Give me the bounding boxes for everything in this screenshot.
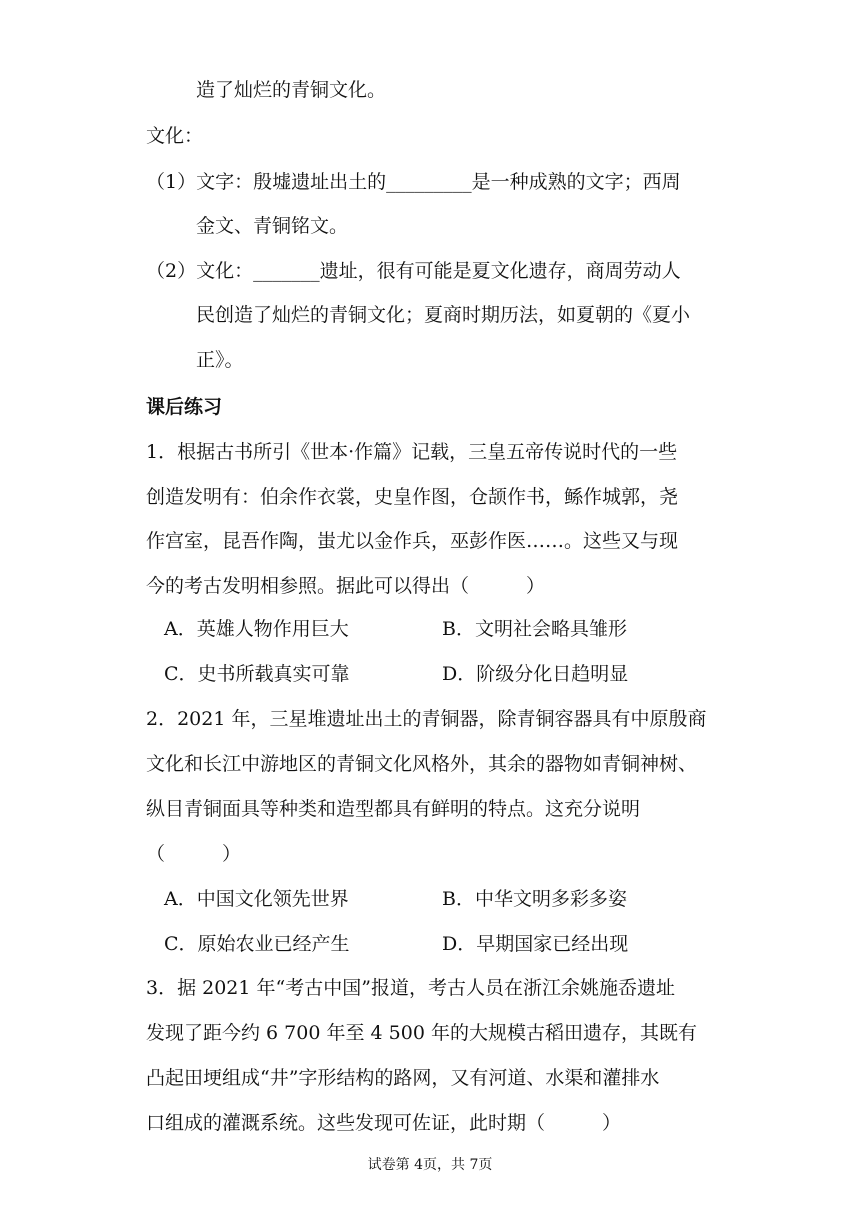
item1-line2: 金文、青铜铭文。 (196, 215, 349, 237)
q3-line: 3．据 2021 年“考古中国”报道，考古人员在浙江余姚施岙遗址 (146, 977, 675, 999)
q2-option-d: D．早期国家已经出现 (442, 933, 629, 955)
q1-line: 创造发明有：伯余作衣裳，史皇作图，仓颉作书，鲧作城郭，尧 (146, 486, 679, 508)
item2-line1: （2）文化：_______遗址，很有可能是夏文化遗存，商周劳动人 (146, 260, 681, 282)
q2-option-b: B．中华文明多彩多姿 (442, 888, 627, 910)
q2-line: 纵目青铜面具等种类和造型都具有鲜明的特点。这充分说明 (146, 798, 641, 820)
continued-text: 造了灿烂的青铜文化。 (196, 79, 387, 101)
q1-option-b: B．文明社会略具雏形 (442, 618, 627, 640)
q1-option-c: C．史书所载真实可靠 (164, 663, 350, 685)
q1-line: 作宫室，昆吾作陶，蚩尤以金作兵，巫彭作医……。这些又与现 (146, 530, 679, 552)
q3-line: 凸起田埂组成“井”字形结构的路网，又有河道、水渠和灌排水 (146, 1067, 660, 1089)
q2-line: 2．2021 年，三星堆遗址出土的青铜器，除青铜容器具有中原殷商 (146, 708, 707, 730)
q3-line: 发现了距今约 6 700 年至 4 500 年的大规模古稻田遗存，其既有 (146, 1022, 697, 1044)
exercises-heading: 课后练习 (146, 396, 223, 418)
page-footer: 试卷第 4页，共 7页 (367, 1157, 493, 1173)
culture-heading: 文化： (146, 125, 204, 147)
q2-option-c: C．原始农业已经产生 (164, 933, 350, 955)
q1-line: 今的考古发明相参照。据此可以得出（ ） (146, 575, 546, 597)
q3-line: 口组成的灌溉系统。这些发现可佐证，此时期（ ） (146, 1112, 622, 1134)
q1-option-a: A．英雄人物作用巨大 (164, 618, 349, 640)
q2-line: （ ） (146, 843, 242, 865)
q1-line: 1．根据古书所引《世本·作篇》记载，三皇五帝传说时代的一些 (146, 441, 678, 463)
q2-line: 文化和长江中游地区的青铜文化风格外，其余的器物如青铜神树、 (146, 753, 698, 775)
item2-line3: 正》。 (196, 349, 244, 371)
q2-option-a: A．中国文化领先世界 (164, 888, 349, 910)
q1-option-d: D．阶级分化日趋明显 (442, 663, 629, 685)
item2-line2: 民创造了灿烂的青铜文化；夏商时期历法，如夏朝的《夏小 (196, 304, 691, 326)
item1-line1: （1）文字：殷墟遗址出土的_________是一种成熟的文字；西周 (146, 171, 681, 193)
